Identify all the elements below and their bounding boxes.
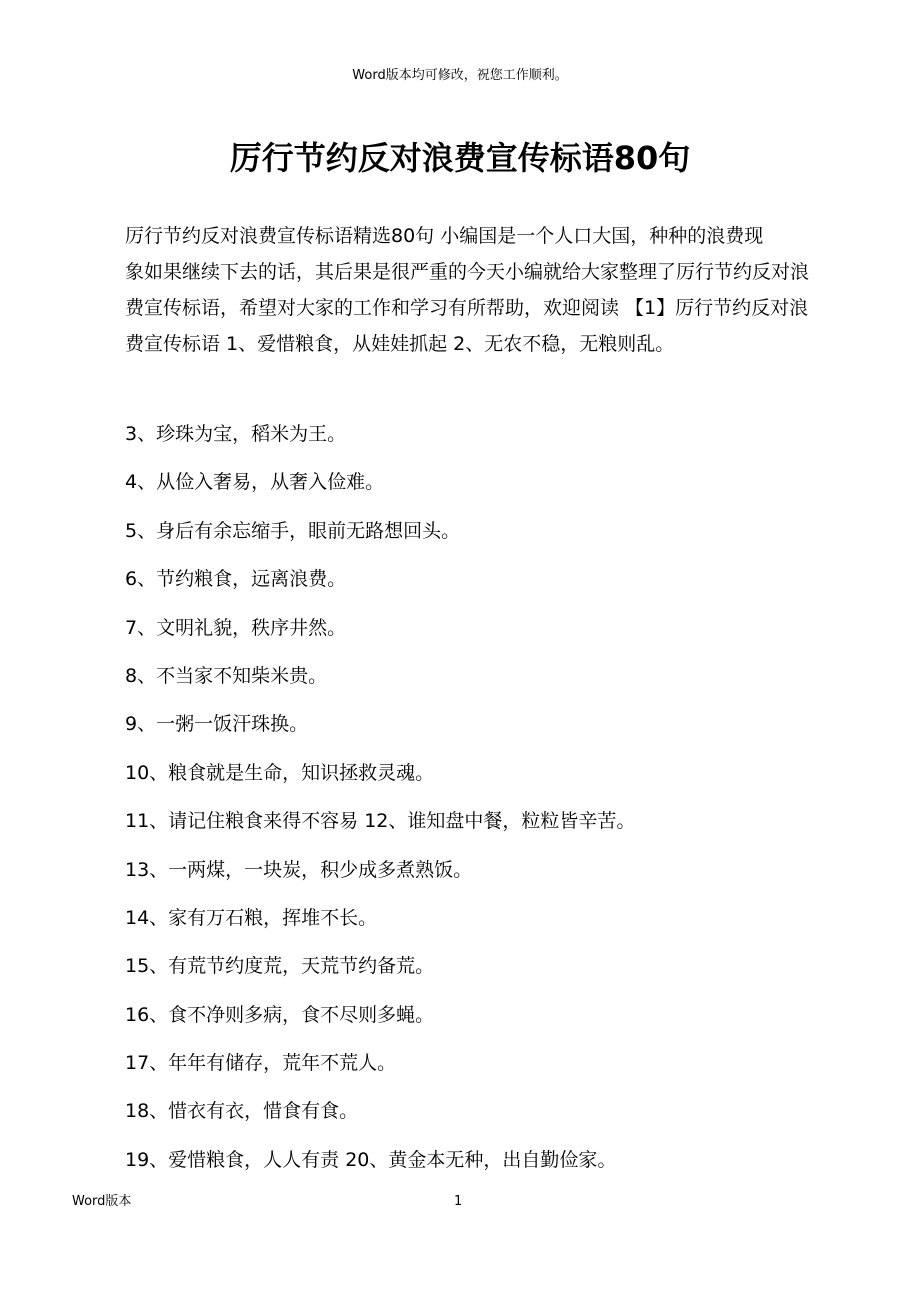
list-item: 16、食不净则多病，食不尽则多蝇。 <box>125 1003 435 1026</box>
page-number: 1 <box>454 1194 463 1209</box>
list-item: 9、一粥一饭汗珠换。 <box>125 713 309 736</box>
intro-line: 费宣传标语 1、爱惜粮食，从娃娃抓起 2、无农不稳，无粮则乱。 <box>125 333 675 355</box>
document-title: 厉行节约反对浪费宣传标语80句 <box>229 139 691 177</box>
intro-line: 厉行节约反对浪费宣传标语精选80句 小编国是一个人口大国，种种的浪费现 <box>125 225 764 247</box>
list-item: 17、年年有储存，荒年不荒人。 <box>125 1052 397 1075</box>
slogan-list <box>125 410 851 1184</box>
header-note: Word版本均可修改，祝您工作顺利。 <box>352 68 568 83</box>
list-item: 15、有荒节约度荒，天荒节约备荒。 <box>125 955 435 978</box>
intro-line: 费宣传标语，希望对大家的工作和学习有所帮助，欢迎阅读 【1】厉行节约反对浪 <box>125 297 809 319</box>
list-item: 5、身后有余忘缩手，眼前无路想回头。 <box>125 519 461 542</box>
list-item: 10、粮食就是生命，知识拯救灵魂。 <box>125 761 435 784</box>
list-item: 18、惜衣有衣，惜食有食。 <box>125 1100 359 1123</box>
list-item: 7、文明礼貌，秩序井然。 <box>125 616 347 639</box>
intro-line: 象如果继续下去的话，其后果是很严重的今天小编就给大家整理了厉行节约反对浪 <box>125 261 810 283</box>
list-item: 14、家有万石粮，挥堆不长。 <box>125 906 378 929</box>
list-item: 3、珍珠为宝，稻米为王。 <box>125 423 347 445</box>
list-item: 4、从俭入奢易，从奢入俭难。 <box>125 471 385 494</box>
footer-label: Word版本 <box>72 1194 132 1209</box>
list-item: 6、节约粮食，远离浪费。 <box>125 568 347 591</box>
list-item: 19、爱惜粮食，人人有责 20、黄金本无种，出自勤俭家。 <box>125 1148 617 1171</box>
list-item: 13、一两煤，一块炭，积少成多煮熟饭。 <box>125 858 473 881</box>
list-item: 11、请记住粮食来得不容易 12、谁知盘中餐，粒粒皆辛苦。 <box>125 810 636 833</box>
intro-paragraph <box>125 218 851 362</box>
list-item: 8、不当家不知柴米贵。 <box>125 664 328 687</box>
